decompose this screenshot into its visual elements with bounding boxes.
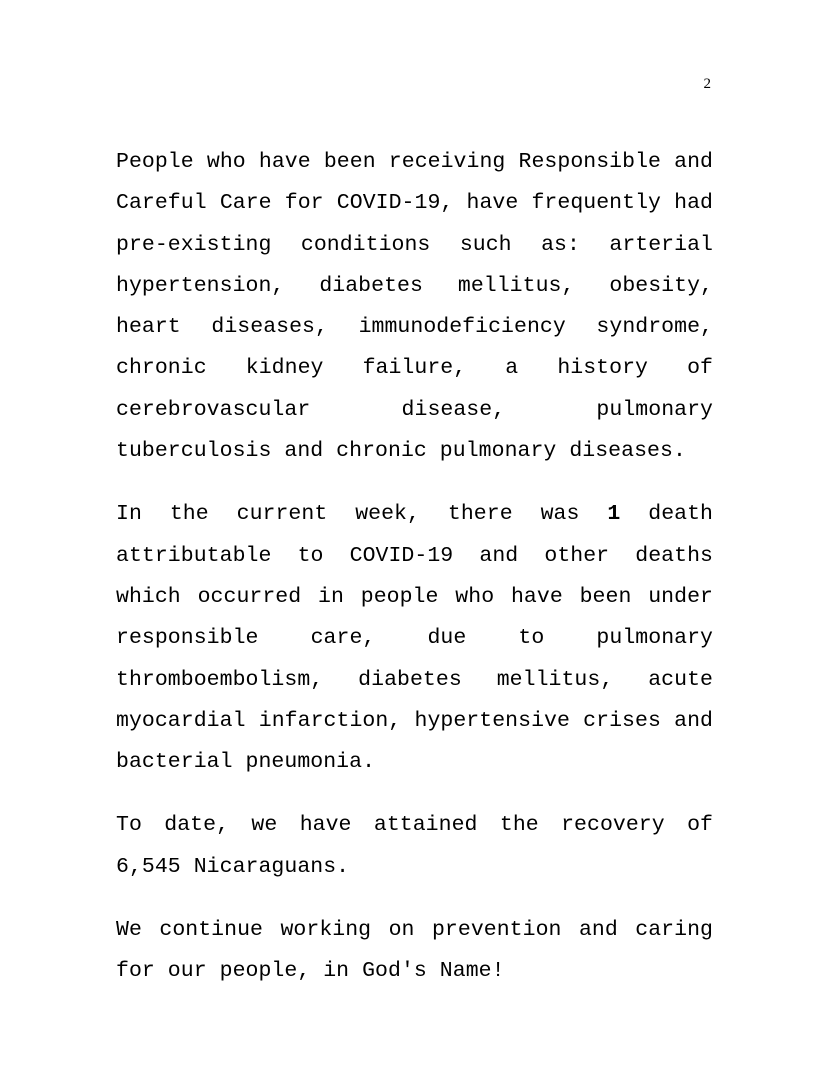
weekly-deaths-text-end: death attributable to COVID-19 and other deaths which occurred in people who have been under responsible care, due to pulmonary thromboembolism, diabetes mellitus, acute myocardial infarction, hypertensive crises and bacterial pneumonia. [116, 502, 713, 775]
page-number: 2 [703, 76, 711, 92]
paragraph-weekly-deaths [116, 494, 713, 783]
paragraph-preexisting-conditions: People who have been receiving Responsible and Careful Care for COVID-19, have frequently had pre-existing conditions such as: arterial hypertension, diabetes mellitus, obesity, heart diseases, immunodeficiency syndrome, chronic kidney failure, a history of cerebrovascular disease, pulmonary tuberculosis and chronic pulmonary diseases. [116, 150, 713, 464]
document-body [116, 142, 713, 993]
weekly-death-count: 1 [607, 502, 621, 527]
weekly-deaths-text-start: In the current week, there was [116, 502, 608, 527]
paragraph-closing: We continue working on prevention and caring for our people, in God's Name! [116, 918, 713, 984]
paragraph-recoveries: To date, we have attained the recovery of 6,545 Nicaraguans. [116, 813, 713, 879]
